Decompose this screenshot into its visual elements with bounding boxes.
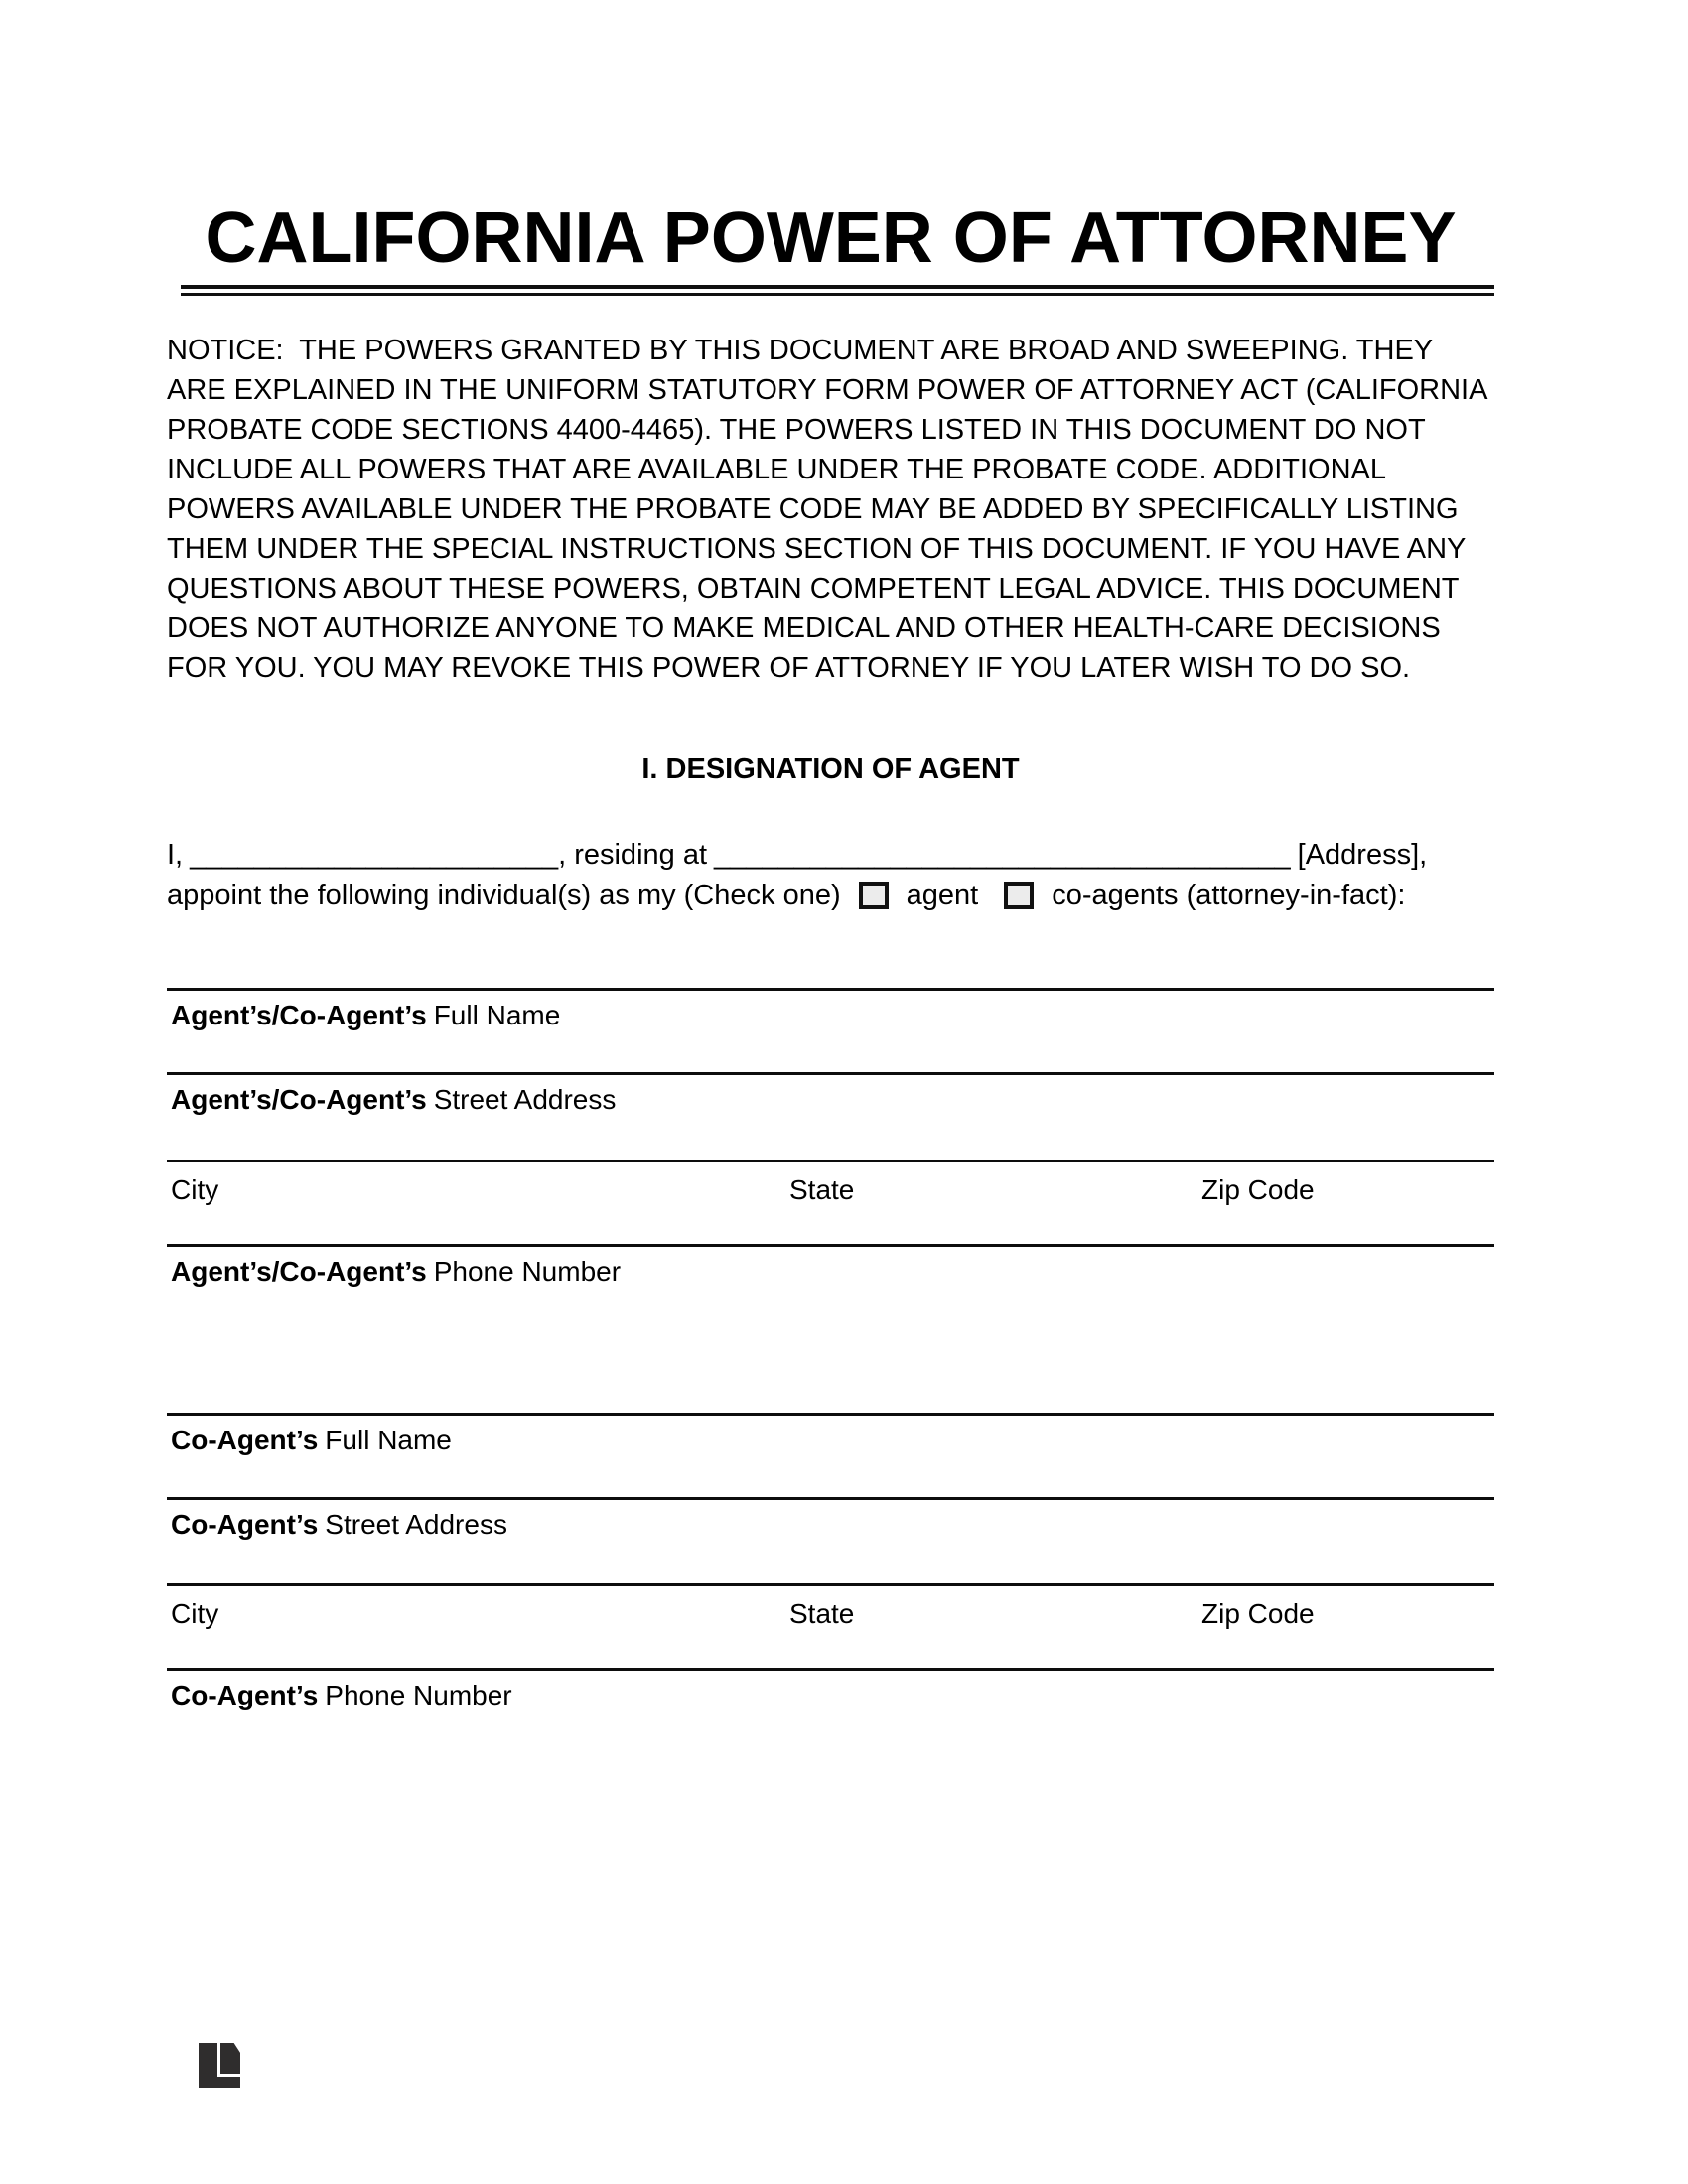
co-agent-phone-number-field[interactable]: [167, 1668, 1494, 1727]
zip-code-label: Zip Code: [1201, 1174, 1315, 1205]
agent-phone-number-field[interactable]: [167, 1244, 1494, 1303]
logo-l-base: [199, 2077, 240, 2088]
field-label-owner: Agent’s/Co-Agent’s: [171, 1000, 427, 1030]
notice-paragraph: NOTICE: THE POWERS GRANTED BY THIS DOCUMENT ARE BROAD AND SWEEPING. THEY ARE EXPLAINED IN THE UNIFORM STATUTORY FORM POWER OF ATTORNEY ACT (CALIFORNIA PROBATE CODE SECTIONS 4400-4465). THE POWERS LISTED IN THIS DOCUMENT DO NOT INCLUDE ALL POWERS THAT ARE AVAILABLE UNDER THE PROBATE CODE. ADDITIONAL POWERS AVAILABLE UNDER THE PROBATE CODE MAY BE ADDED BY SPECIFICALLY LISTING THEM UNDER THE SPECIAL INSTRUCTIONS SECTION OF THIS DOCUMENT. IF YOU HAVE ANY QUESTIONS ABOUT THESE POWERS, OBTAIN COMPETENT LEGAL ADVICE. THIS DOCUMENT DOES NOT AUTHORIZE ANYONE TO MAKE MEDICAL AND OTHER HEALTH-CARE DECISIONS FOR YOU. YOU MAY REVOKE THIS POWER OF ATTORNEY IF YOU LATER WISH TO DO SO.: [167, 335, 1494, 684]
city-label: City: [171, 1598, 219, 1629]
field-label-type: Street Address: [433, 1084, 617, 1115]
field-label-type: Full Name: [325, 1425, 452, 1455]
field-label-owner: Co-Agent’s: [171, 1680, 319, 1710]
zip-code-label: Zip Code: [1201, 1598, 1315, 1629]
agent-designation-line: [167, 880, 1494, 911]
field-label-type: Full Name: [433, 1000, 561, 1030]
line2-prefix: appoint the following individual(s) as my (Check one): [167, 880, 841, 911]
state-label: State: [789, 1598, 855, 1629]
field-label-owner: Co-Agent’s: [171, 1509, 319, 1540]
document-content: [167, 0, 1494, 2184]
field-label-owner: Agent’s/Co-Agent’s: [171, 1256, 427, 1287]
state-label: State: [789, 1174, 855, 1205]
city-label: City: [171, 1174, 219, 1205]
agent-city-state-zip-field[interactable]: [167, 1160, 1494, 1219]
agent-full-name-field[interactable]: [167, 988, 1494, 1047]
field-label-type: Street Address: [325, 1509, 507, 1540]
co-agent-street-address-field[interactable]: [167, 1497, 1494, 1557]
co-agent-full-name-field[interactable]: [167, 1413, 1494, 1472]
principal-name-blank[interactable]: _______________________: [190, 839, 559, 871]
logo-document-shape: [220, 2043, 240, 2074]
field-label-owner: Agent’s/Co-Agent’s: [171, 1084, 427, 1115]
principal-name-address-line: [167, 839, 1494, 871]
co-agent-city-state-zip-field[interactable]: [167, 1583, 1494, 1643]
co-agents-checkbox[interactable]: [1004, 882, 1034, 909]
agent-option-label: agent: [906, 880, 979, 911]
line1-prefix: I,: [167, 839, 184, 871]
principal-address-blank[interactable]: ____________________________________: [714, 839, 1291, 871]
address-placeholder-label: [Address],: [1297, 839, 1428, 871]
agent-street-address-field[interactable]: [167, 1072, 1494, 1132]
field-label-type: Phone Number: [325, 1680, 512, 1710]
title-divider: [181, 285, 1494, 296]
legal-templates-logo-icon: [199, 2043, 240, 2088]
section-heading-designation-of-agent: I. DESIGNATION OF AGENT: [641, 753, 1020, 785]
line1-middle: , residing at: [558, 839, 708, 871]
field-label-type: Phone Number: [433, 1256, 622, 1287]
agent-checkbox[interactable]: [859, 882, 889, 909]
co-agents-option-label: co-agents (attorney-in-fact):: [1052, 880, 1406, 911]
field-label-owner: Co-Agent’s: [171, 1425, 319, 1455]
page-title: CALIFORNIA POWER OF ATTORNEY: [205, 199, 1457, 278]
